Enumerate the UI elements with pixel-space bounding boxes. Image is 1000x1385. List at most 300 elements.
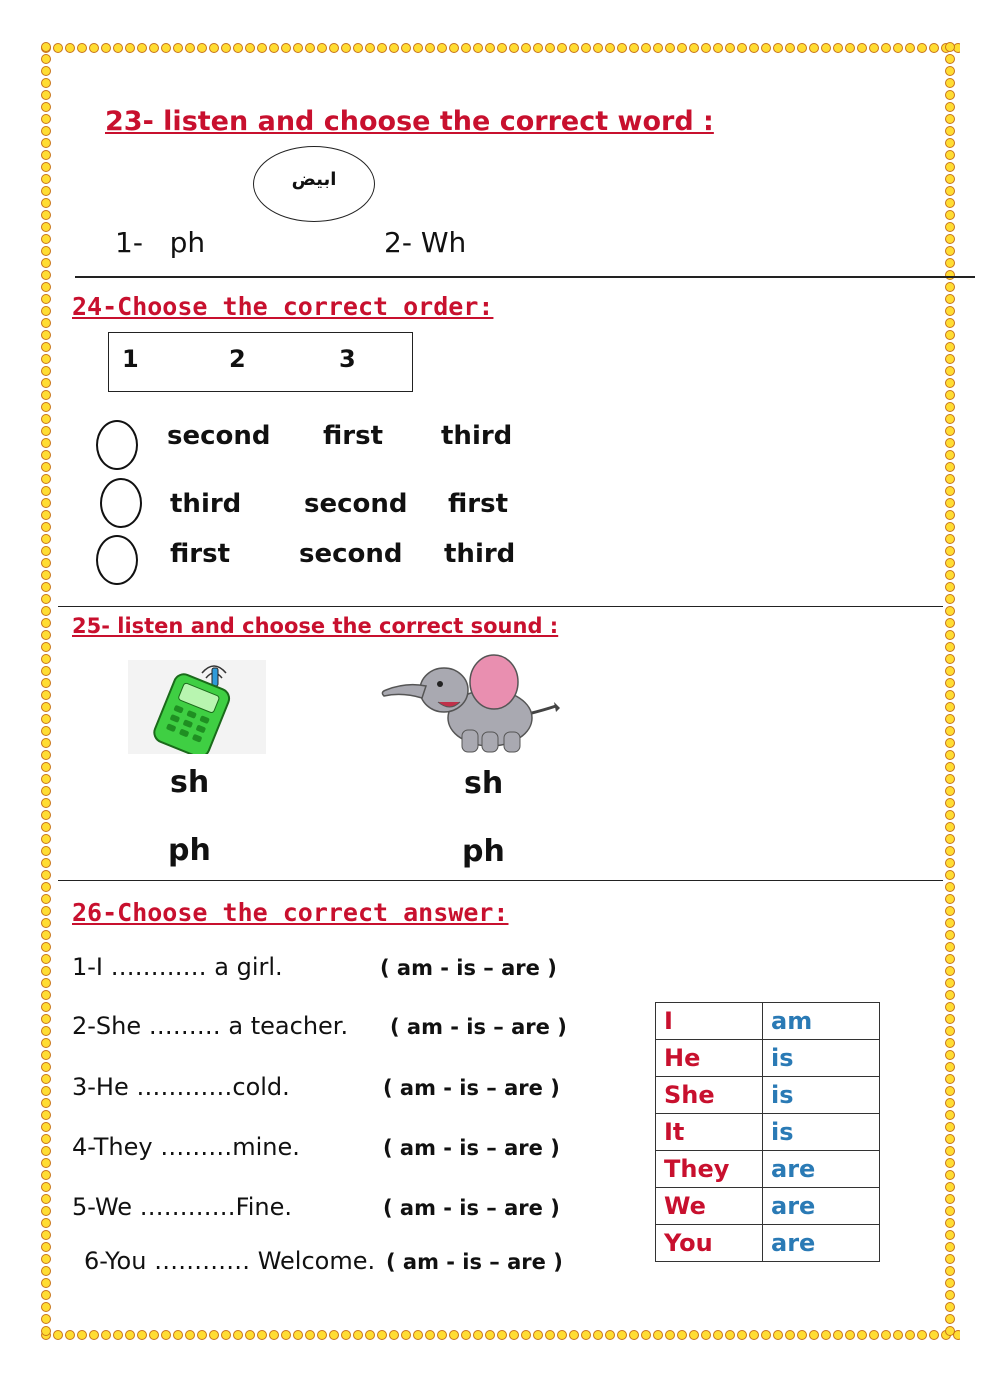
flower-border-icon bbox=[833, 43, 843, 53]
flower-border-icon bbox=[797, 43, 807, 53]
flower-border-icon bbox=[161, 43, 171, 53]
verb-cell: are bbox=[763, 1225, 880, 1262]
flower-border-icon bbox=[389, 1330, 399, 1340]
flower-border-icon bbox=[41, 474, 51, 484]
flower-border-icon bbox=[945, 222, 955, 232]
question-3-choices[interactable]: ( am - is – are ) bbox=[383, 1076, 560, 1100]
flower-border-icon bbox=[785, 43, 795, 53]
flower-border-icon bbox=[945, 474, 955, 484]
flower-border-icon bbox=[945, 1134, 955, 1144]
question-2-choices[interactable]: ( am - is – are ) bbox=[390, 1015, 567, 1039]
flower-border-icon bbox=[41, 714, 51, 724]
flower-border-icon bbox=[945, 786, 955, 796]
flower-border-icon bbox=[809, 43, 819, 53]
flower-border-icon bbox=[41, 1134, 51, 1144]
flower-border-icon bbox=[305, 43, 315, 53]
flower-border-icon bbox=[945, 1158, 955, 1168]
flower-border-icon bbox=[41, 1038, 51, 1048]
flower-border-icon bbox=[281, 43, 291, 53]
flower-border-icon bbox=[701, 43, 711, 53]
flower-border-icon bbox=[945, 1038, 955, 1048]
flower-border-icon bbox=[945, 1086, 955, 1096]
flower-border-icon bbox=[41, 318, 51, 328]
flower-border-icon bbox=[497, 1330, 507, 1340]
flower-border-icon bbox=[653, 1330, 663, 1340]
phone-sound-option-1[interactable]: sh bbox=[170, 765, 210, 800]
flower-border-icon bbox=[945, 270, 955, 280]
order-row-1-word-3: third bbox=[441, 421, 513, 451]
flower-border-icon bbox=[665, 43, 675, 53]
section-26-title: 26-Choose the correct answer: bbox=[72, 898, 509, 927]
flower-border-icon bbox=[533, 1330, 543, 1340]
flower-border-icon bbox=[945, 426, 955, 436]
flower-border-icon bbox=[945, 1182, 955, 1192]
flower-border-icon bbox=[41, 54, 51, 64]
question-4-text: 4-They ………mine. bbox=[72, 1133, 300, 1161]
flower-border-icon bbox=[41, 1026, 51, 1036]
flower-border-icon bbox=[569, 1330, 579, 1340]
question-5-choices[interactable]: ( am - is – are ) bbox=[383, 1196, 560, 1220]
flower-border-icon bbox=[41, 42, 51, 52]
flower-border-icon bbox=[653, 43, 663, 53]
flower-border-icon bbox=[41, 762, 51, 772]
flower-border-icon bbox=[41, 198, 51, 208]
flower-border-icon bbox=[41, 1302, 51, 1312]
flower-border-icon bbox=[945, 678, 955, 688]
pronoun-verb-table bbox=[655, 1002, 880, 1262]
flower-border-icon bbox=[881, 1330, 891, 1340]
flower-border-icon bbox=[945, 66, 955, 76]
pronoun-cell: He bbox=[656, 1040, 763, 1077]
flower-border-icon bbox=[945, 606, 955, 616]
flower-border-icon bbox=[945, 990, 955, 1000]
flower-border-icon bbox=[797, 1330, 807, 1340]
flower-border-icon bbox=[689, 43, 699, 53]
flower-border-icon bbox=[113, 43, 123, 53]
flower-border-icon bbox=[41, 366, 51, 376]
flower-border-icon bbox=[437, 1330, 447, 1340]
flower-border-icon bbox=[945, 198, 955, 208]
flower-border-icon bbox=[305, 1330, 315, 1340]
flower-border-icon bbox=[41, 1278, 51, 1288]
flower-border-icon bbox=[41, 630, 51, 640]
flower-border-icon bbox=[945, 870, 955, 880]
table-row bbox=[656, 1003, 880, 1040]
flower-border-icon bbox=[521, 1330, 531, 1340]
flower-border-icon bbox=[41, 1242, 51, 1252]
flower-border-icon bbox=[945, 318, 955, 328]
flower-border-icon bbox=[41, 1002, 51, 1012]
flower-border-icon bbox=[293, 1330, 303, 1340]
verb-cell: are bbox=[763, 1188, 880, 1225]
flower-border-icon bbox=[945, 1242, 955, 1252]
flower-border-icon bbox=[945, 1290, 955, 1300]
flower-border-icon bbox=[641, 1330, 651, 1340]
table-row bbox=[656, 1077, 880, 1114]
flower-border-icon bbox=[41, 234, 51, 244]
flower-border-icon bbox=[221, 43, 231, 53]
flower-border-icon bbox=[41, 702, 51, 712]
flower-border-icon bbox=[41, 918, 51, 928]
order-option-circle-3[interactable] bbox=[96, 535, 138, 585]
order-row-2-word-2: second bbox=[304, 489, 408, 519]
flower-border-icon bbox=[945, 90, 955, 100]
section-24-title: 24-Choose the correct order: bbox=[72, 292, 494, 321]
section-23-option-2[interactable]: 2- Wh bbox=[384, 226, 467, 259]
verb-cell: am bbox=[763, 1003, 880, 1040]
flower-border-icon bbox=[41, 342, 51, 352]
flower-border-icon bbox=[149, 43, 159, 53]
flower-border-icon bbox=[413, 43, 423, 53]
flower-border-icon bbox=[41, 846, 51, 856]
flower-border-icon bbox=[945, 846, 955, 856]
flower-border-icon bbox=[41, 966, 51, 976]
flower-border-icon bbox=[185, 1330, 195, 1340]
question-2-text: 2-She ……… a teacher. bbox=[72, 1012, 349, 1040]
flower-border-icon bbox=[713, 1330, 723, 1340]
flower-border-icon bbox=[41, 426, 51, 436]
flower-border-icon bbox=[41, 498, 51, 508]
flower-border-icon bbox=[329, 43, 339, 53]
flower-border-icon bbox=[41, 78, 51, 88]
flower-border-icon bbox=[929, 1330, 939, 1340]
flower-border-icon bbox=[41, 1146, 51, 1156]
flower-border-icon bbox=[945, 54, 955, 64]
flower-border-icon bbox=[41, 222, 51, 232]
flower-border-icon bbox=[593, 1330, 603, 1340]
flower-border-icon bbox=[41, 1158, 51, 1168]
flower-border-icon bbox=[945, 234, 955, 244]
divider-24-25 bbox=[58, 606, 943, 607]
flower-border-icon bbox=[41, 270, 51, 280]
flower-border-icon bbox=[945, 246, 955, 256]
flower-border-icon bbox=[41, 330, 51, 340]
flower-border-icon bbox=[41, 666, 51, 676]
flower-border-icon bbox=[945, 714, 955, 724]
flower-border-icon bbox=[945, 498, 955, 508]
flower-border-icon bbox=[41, 90, 51, 100]
flower-border-icon bbox=[929, 43, 939, 53]
flower-border-icon bbox=[401, 43, 411, 53]
flower-border-icon bbox=[945, 1122, 955, 1132]
flower-border-icon bbox=[545, 43, 555, 53]
order-row-3-word-1: first bbox=[170, 539, 230, 569]
flower-border-icon bbox=[377, 43, 387, 53]
flower-border-icon bbox=[173, 43, 183, 53]
flower-border-icon bbox=[41, 1290, 51, 1300]
question-4-choices[interactable]: ( am - is – are ) bbox=[383, 1136, 560, 1160]
flower-border-icon bbox=[41, 990, 51, 1000]
flower-border-icon bbox=[41, 510, 51, 520]
flower-border-icon bbox=[945, 546, 955, 556]
section-23-option-1[interactable]: 1- ph bbox=[115, 226, 206, 259]
flower-border-icon bbox=[41, 558, 51, 568]
flower-border-icon bbox=[945, 102, 955, 112]
flower-border-icon bbox=[725, 1330, 735, 1340]
flower-border-icon bbox=[41, 378, 51, 388]
flower-border-icon bbox=[581, 1330, 591, 1340]
flower-border-icon bbox=[821, 43, 831, 53]
flower-border-icon bbox=[945, 1014, 955, 1024]
flower-border-icon bbox=[533, 43, 543, 53]
flower-border-icon bbox=[821, 1330, 831, 1340]
flower-border-icon bbox=[945, 294, 955, 304]
flower-border-icon bbox=[41, 1110, 51, 1120]
flower-border-icon bbox=[749, 1330, 759, 1340]
flower-border-icon bbox=[365, 1330, 375, 1340]
question-1-text: 1-I ………… a girl. bbox=[72, 953, 283, 981]
flower-border-icon bbox=[605, 1330, 615, 1340]
flower-border-icon bbox=[329, 1330, 339, 1340]
flower-border-icon bbox=[449, 1330, 459, 1340]
section-25-title: 25- listen and choose the correct sound : bbox=[72, 614, 559, 638]
flower-border-icon bbox=[425, 43, 435, 53]
section-23-title: 23- listen and choose the correct word : bbox=[105, 106, 714, 137]
decorative-border-left bbox=[40, 40, 54, 1340]
flower-border-icon bbox=[945, 534, 955, 544]
flower-border-icon bbox=[869, 1330, 879, 1340]
flower-border-icon bbox=[557, 1330, 567, 1340]
flower-border-icon bbox=[41, 1230, 51, 1240]
flower-border-icon bbox=[945, 630, 955, 640]
flower-border-icon bbox=[41, 258, 51, 268]
question-6-text: 6-You ………… Welcome. bbox=[84, 1247, 376, 1275]
flower-border-icon bbox=[41, 306, 51, 316]
flower-border-icon bbox=[945, 834, 955, 844]
flower-border-icon bbox=[257, 43, 267, 53]
flower-border-icon bbox=[701, 1330, 711, 1340]
flower-border-icon bbox=[945, 174, 955, 184]
verb-cell: is bbox=[763, 1114, 880, 1151]
flower-border-icon bbox=[545, 1330, 555, 1340]
flower-border-icon bbox=[945, 342, 955, 352]
flower-border-icon bbox=[945, 1194, 955, 1204]
flower-border-icon bbox=[221, 1330, 231, 1340]
flower-border-icon bbox=[41, 1074, 51, 1084]
flower-border-icon bbox=[125, 43, 135, 53]
flower-border-icon bbox=[41, 606, 51, 616]
flower-border-icon bbox=[737, 1330, 747, 1340]
flower-border-icon bbox=[41, 822, 51, 832]
flower-border-icon bbox=[53, 1330, 63, 1340]
order-option-circle-2[interactable] bbox=[100, 478, 142, 528]
flower-border-icon bbox=[101, 1330, 111, 1340]
flower-border-icon bbox=[945, 1218, 955, 1228]
flower-border-icon bbox=[41, 618, 51, 628]
flower-border-icon bbox=[945, 366, 955, 376]
flower-border-icon bbox=[581, 43, 591, 53]
flower-border-icon bbox=[857, 1330, 867, 1340]
question-3-text: 3-He …………cold. bbox=[72, 1073, 290, 1101]
flower-border-icon bbox=[945, 462, 955, 472]
flower-border-icon bbox=[945, 1098, 955, 1108]
flower-border-icon bbox=[677, 1330, 687, 1340]
flower-border-icon bbox=[41, 858, 51, 868]
flower-border-icon bbox=[41, 942, 51, 952]
flower-border-icon bbox=[945, 162, 955, 172]
flower-border-icon bbox=[41, 390, 51, 400]
flower-border-icon bbox=[725, 43, 735, 53]
flower-border-icon bbox=[41, 414, 51, 424]
pronoun-cell: It bbox=[656, 1114, 763, 1151]
flower-border-icon bbox=[461, 1330, 471, 1340]
flower-border-icon bbox=[809, 1330, 819, 1340]
flower-border-icon bbox=[945, 558, 955, 568]
flower-border-icon bbox=[41, 402, 51, 412]
flower-border-icon bbox=[485, 1330, 495, 1340]
table-row bbox=[656, 1040, 880, 1077]
flower-border-icon bbox=[161, 1330, 171, 1340]
flower-border-icon bbox=[945, 210, 955, 220]
flower-border-icon bbox=[41, 138, 51, 148]
flower-border-icon bbox=[41, 1266, 51, 1276]
flower-border-icon bbox=[41, 582, 51, 592]
order-row-2-word-1: third bbox=[170, 489, 242, 519]
flower-border-icon bbox=[945, 1230, 955, 1240]
flower-border-icon bbox=[89, 43, 99, 53]
flower-border-icon bbox=[77, 1330, 87, 1340]
flower-border-icon bbox=[41, 162, 51, 172]
flower-border-icon bbox=[905, 1330, 915, 1340]
flower-border-icon bbox=[197, 1330, 207, 1340]
flower-border-icon bbox=[945, 726, 955, 736]
flower-border-icon bbox=[945, 666, 955, 676]
flower-border-icon bbox=[209, 43, 219, 53]
flower-border-icon bbox=[945, 762, 955, 772]
flower-border-icon bbox=[945, 774, 955, 784]
flower-border-icon bbox=[41, 1014, 51, 1024]
flower-border-icon bbox=[41, 726, 51, 736]
flower-border-icon bbox=[945, 858, 955, 868]
flower-border-icon bbox=[749, 43, 759, 53]
flower-border-icon bbox=[41, 186, 51, 196]
flower-border-icon bbox=[473, 43, 483, 53]
flower-border-icon bbox=[413, 1330, 423, 1340]
flower-border-icon bbox=[233, 43, 243, 53]
elephant-sound-option-1[interactable]: sh bbox=[464, 766, 504, 801]
phone-sound-option-2[interactable]: ph bbox=[168, 833, 211, 868]
table-row bbox=[656, 1151, 880, 1188]
flower-border-icon bbox=[473, 1330, 483, 1340]
flower-border-icon bbox=[945, 402, 955, 412]
flower-border-icon bbox=[257, 1330, 267, 1340]
flower-border-icon bbox=[945, 1314, 955, 1324]
flower-border-icon bbox=[341, 43, 351, 53]
flower-border-icon bbox=[945, 510, 955, 520]
flower-border-icon bbox=[945, 582, 955, 592]
flower-border-icon bbox=[41, 810, 51, 820]
flower-border-icon bbox=[945, 894, 955, 904]
flower-border-icon bbox=[945, 1110, 955, 1120]
flower-border-icon bbox=[41, 462, 51, 472]
flower-border-icon bbox=[945, 78, 955, 88]
flower-border-icon bbox=[149, 1330, 159, 1340]
flower-border-icon bbox=[209, 1330, 219, 1340]
flower-border-icon bbox=[945, 354, 955, 364]
flower-border-icon bbox=[41, 126, 51, 136]
flower-border-icon bbox=[41, 522, 51, 532]
flower-border-icon bbox=[665, 1330, 675, 1340]
flower-border-icon bbox=[233, 1330, 243, 1340]
flower-border-icon bbox=[41, 894, 51, 904]
flower-border-icon bbox=[485, 43, 495, 53]
question-6-choices[interactable]: ( am - is – are ) bbox=[386, 1250, 563, 1274]
flower-border-icon bbox=[41, 678, 51, 688]
mobile-phone-image bbox=[128, 660, 266, 754]
flower-border-icon bbox=[945, 1050, 955, 1060]
flower-border-icon bbox=[101, 43, 111, 53]
flower-border-icon bbox=[833, 1330, 843, 1340]
flower-border-icon bbox=[173, 1330, 183, 1340]
flower-border-icon bbox=[41, 642, 51, 652]
flower-border-icon bbox=[353, 1330, 363, 1340]
flower-border-icon bbox=[41, 738, 51, 748]
flower-border-icon bbox=[461, 43, 471, 53]
pronoun-cell: We bbox=[656, 1188, 763, 1225]
elephant-image bbox=[378, 652, 560, 756]
flower-border-icon bbox=[905, 43, 915, 53]
bubble-arabic-word: ابيض bbox=[291, 169, 337, 190]
flower-border-icon bbox=[785, 1330, 795, 1340]
flower-border-icon bbox=[945, 810, 955, 820]
flower-border-icon bbox=[89, 1330, 99, 1340]
flower-border-icon bbox=[41, 1062, 51, 1072]
flower-border-icon bbox=[41, 690, 51, 700]
flower-border-icon bbox=[41, 786, 51, 796]
elephant-sound-option-2[interactable]: ph bbox=[462, 834, 505, 869]
flower-border-icon bbox=[945, 1170, 955, 1180]
flower-border-icon bbox=[945, 486, 955, 496]
flower-border-icon bbox=[509, 43, 519, 53]
flower-border-icon bbox=[945, 1002, 955, 1012]
flower-border-icon bbox=[945, 690, 955, 700]
flower-border-icon bbox=[713, 43, 723, 53]
flower-border-icon bbox=[945, 306, 955, 316]
flower-border-icon bbox=[945, 1326, 955, 1336]
flower-border-icon bbox=[41, 546, 51, 556]
order-option-circle-1[interactable] bbox=[96, 420, 138, 470]
table-row bbox=[656, 1225, 880, 1262]
order-row-3-word-2: second bbox=[299, 539, 403, 569]
flower-border-icon bbox=[317, 43, 327, 53]
flower-border-icon bbox=[245, 1330, 255, 1340]
flower-border-icon bbox=[245, 43, 255, 53]
flower-border-icon bbox=[317, 1330, 327, 1340]
flower-border-icon bbox=[65, 43, 75, 53]
flower-border-icon bbox=[881, 43, 891, 53]
flower-border-icon bbox=[945, 942, 955, 952]
flower-border-icon bbox=[893, 1330, 903, 1340]
flower-border-icon bbox=[605, 43, 615, 53]
flower-border-icon bbox=[41, 594, 51, 604]
flower-border-icon bbox=[41, 1122, 51, 1132]
flower-border-icon bbox=[41, 1314, 51, 1324]
flower-border-icon bbox=[41, 1326, 51, 1336]
order-number-2: 2 bbox=[229, 345, 246, 373]
flower-border-icon bbox=[77, 43, 87, 53]
flower-border-icon bbox=[41, 246, 51, 256]
flower-border-icon bbox=[41, 66, 51, 76]
flower-border-icon bbox=[41, 486, 51, 496]
flower-border-icon bbox=[341, 1330, 351, 1340]
flower-border-icon bbox=[41, 834, 51, 844]
question-1-choices[interactable]: ( am - is – are ) bbox=[380, 956, 557, 980]
flower-border-icon bbox=[629, 1330, 639, 1340]
flower-border-icon bbox=[945, 330, 955, 340]
order-row-1-word-2: first bbox=[323, 421, 383, 451]
flower-border-icon bbox=[945, 906, 955, 916]
flower-border-icon bbox=[945, 642, 955, 652]
